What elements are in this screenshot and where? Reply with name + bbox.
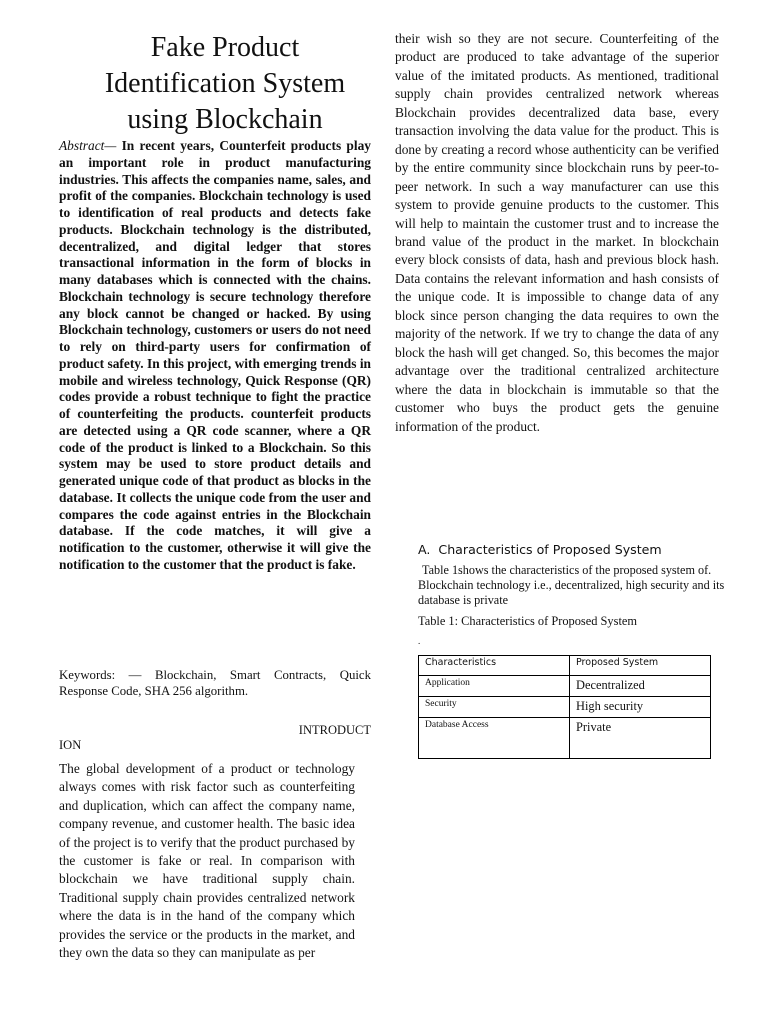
table-header-cell: Characteristics [419,656,570,676]
characteristics-table [418,655,711,759]
section-description: Table 1shows the characteristics of the proposed system of. Blockchain technology i.e., decentralized, high security and its database is private [418,563,725,607]
table-row [419,676,711,697]
table-cell: High security [570,697,711,718]
intro-heading-part1: INTRODUCT [298,723,371,737]
section-title: Characteristics of Proposed System [438,542,662,557]
table-cell: Private [570,718,711,759]
table-row [419,718,711,759]
paper-title: Fake Product Identification System using Blockchain [104,32,346,135]
section-heading-introduction [59,723,371,753]
abstract-label: Abstract— [59,138,117,153]
section-number: A. [418,542,431,557]
table-cell: Application [419,676,570,697]
stray-dot: . [418,636,421,646]
table-cell: Database Access [419,718,570,759]
right-column-paragraph: their wish so they are not secure. Counterfeiting of the product are produced to take advantage of the superior value of the imitated products. As mentioned, traditional supply chain provides centralized network whereas Blockchain provides decentralized data base, every transaction involving the data value for the product. This is done by creating a record whose authenticity can be verified by the entire community since blockchain runs by peer-to-peer network. In such a way manufacturer can use this system to provide genuine products to the customer. This will help to maintain the customer trust and to increase the brand value of the product in the market. In blockchain every block consists of data, hash and previous block hash. Data contains the relevant information and hash consists of the unique code. It is impossible to change data of any block since person changing the data requires to own the majority of the network. If we try to change the data of any block the hash will get changed. So, this becomes the major advantage over the traditional centralized architecture where the data in blockchain is immutable so that the customer who buys the product gets the genuine information of the product. [395,31,719,434]
table-cell: Security [419,697,570,718]
table-cell: Decentralized [570,676,711,697]
abstract-text: In recent years, Counterfeit products play an important role in product manufacturing industries. This affects the companies name, sales, and profit of the companies. Blockchain technology is used to identification of real products and detects fake products. Blockchain technology is the distributed, decentralized, and digital ledger that stores transactional information in the form of blocks in many databases which is connected with the chains. Blockchain technology is secure technology therefore any block cannot be changed or hacked. By using Blockchain technology, customers or users do not need to rely on third-party users for confirmation of product safety. In this project, with emerging trends in mobile and wireless technology, Quick Response (QR) codes provide a robust technique to fight the practice of counterfeiting the products. counterfeit products are detected using a QR code scanner, where a QR code of the product is linked to a Blockchain. So this system may be used to store product details and generated unique code of that product as blocks in the database. It collects the unique code from the user and compares the code against entries in the Blockchain database. If the code matches, it will give a notification to the customer, otherwise it will give the notification to the customer that the product is fake. [59,138,371,572]
table-header-row [419,656,711,676]
section-heading-characteristics [418,542,738,558]
abstract [59,138,371,574]
introduction-paragraph: The global development of a product or technology always comes with risk factor such as counterfeiting and duplication, which can affect the company name, company revenue, and customer health. The basic idea of the project is to verify that the product purchased by the customer is fake or real. In comparison with blockchain we have traditional supply chain. Traditional supply chain provides centralized network where the data is in the hand of the company which provides the service or the products in the market, and they own the data so they can manipulate as per [59,761,355,961]
table-header-cell: Proposed System [570,656,711,676]
intro-heading-part2: ION [59,738,82,752]
table-row [419,697,711,718]
table-caption: Table 1: Characteristics of Proposed System [418,614,638,628]
keywords: Keywords: — Blockchain, Smart Contracts, Quick Response Code, SHA 256 algorithm. [59,668,371,698]
